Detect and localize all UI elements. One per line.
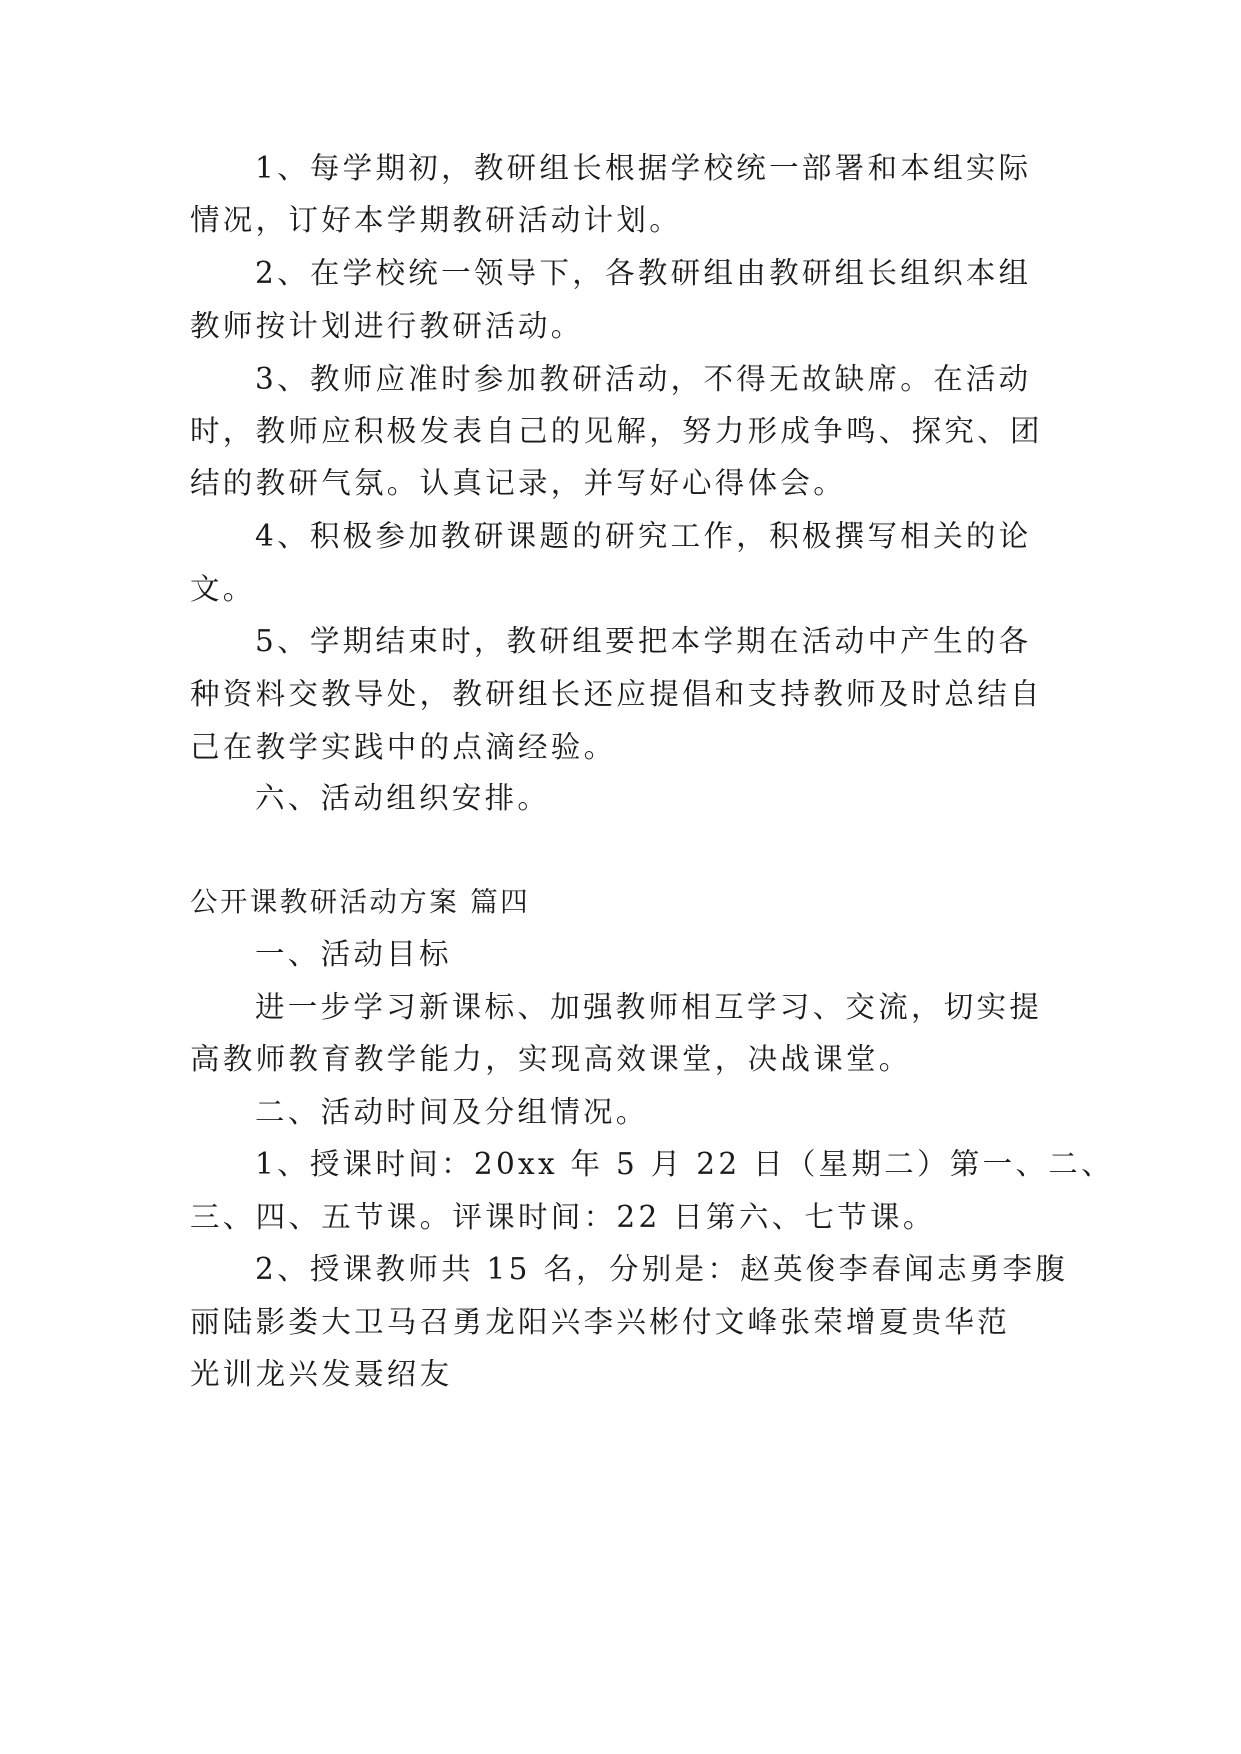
paragraph-line: 结的教研气氛。认真记录，并写好心得体会。 [190,466,847,500]
paragraph-line: 教师按计划进行教研活动。 [190,309,584,343]
paragraph-line: 进一步学习新课标、加强教师相互学习、交流，切实提 [255,990,1043,1024]
paragraph-line: 高教师教育教学能力，实现高效课堂，决战课堂。 [190,1042,912,1076]
paragraph-line: 种资料交教导处，教研组长还应提倡和支持教师及时总结自 [190,677,1043,711]
paragraph-line: 丽陆影娄大卫马召勇龙阳兴李兴彬付文峰张荣增夏贵华范 [190,1305,1011,1339]
paragraph-line: 光训龙兴发聂绍友 [190,1357,453,1391]
paragraph-line: 2、在学校统一领导下，各教研组由教研组长组织本组 [255,256,1032,290]
article-title: 公开课教研活动方案 篇四 [190,886,531,918]
paragraph-line: 2、授课教师共 15 名，分别是：赵英俊李春闻志勇李腹 [255,1252,1069,1286]
section-heading: 六、活动组织安排。 [255,781,551,815]
section-heading: 二、活动时间及分组情况。 [255,1095,649,1129]
paragraph-line: 3、教师应准时参加教研活动，不得无故缺席。在活动 [255,362,1032,396]
paragraph-line: 三、四、五节课。评课时间：22 日第六、七节课。 [190,1200,936,1234]
paragraph-line: 1、每学期初，教研组长根据学校统一部署和本组实际 [255,151,1032,185]
paragraph-line: 4、积极参加教研课题的研究工作，积极撰写相关的论 [255,519,1032,553]
section-heading: 一、活动目标 [255,937,452,971]
paragraph-line: 时，教师应积极发表自己的见解，努力形成争鸣、探究、团 [190,414,1043,448]
paragraph-line: 5、学期结束时，教研组要把本学期在活动中产生的各 [255,624,1032,658]
paragraph-line: 文。 [190,572,256,606]
paragraph-line: 情况，订好本学期教研活动计划。 [190,203,683,237]
paragraph-line: 1、授课时间：20xx 年 5 月 22 日（星期二）第一、二、 [255,1147,1114,1181]
paragraph-line: 己在教学实践中的点滴经验。 [190,730,617,764]
